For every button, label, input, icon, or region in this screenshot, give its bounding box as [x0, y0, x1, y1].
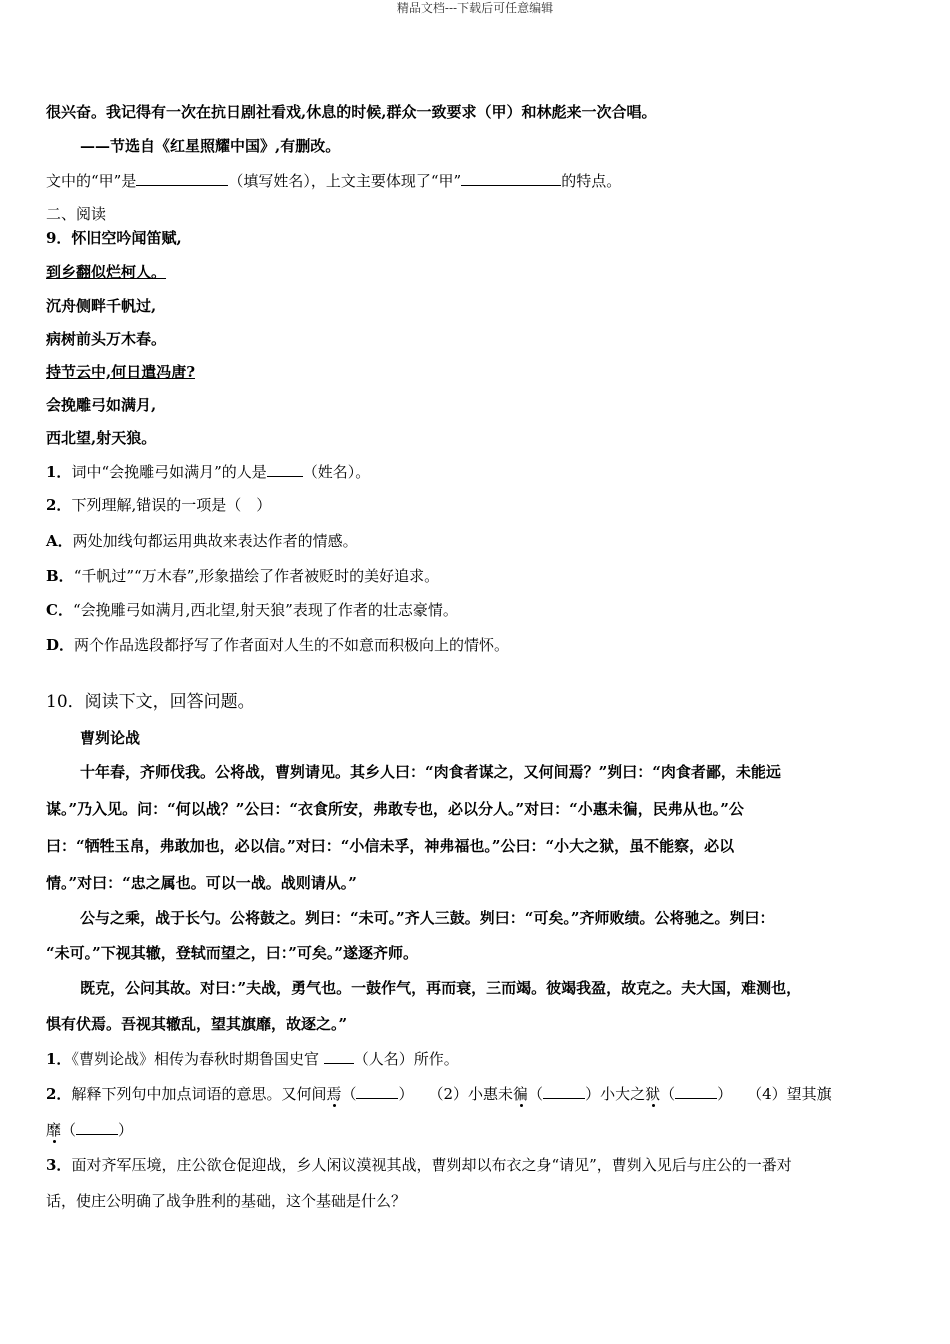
poem-line: 9．怀旧空吟闻笛赋,: [46, 229, 182, 247]
passage-title: 曹刿论战: [80, 729, 141, 747]
sub-question: [46, 1155, 792, 1175]
question-text: （填写姓名），上文主要体现了“甲”: [228, 172, 462, 190]
option-key: B．: [46, 567, 74, 585]
question-text: 下列理解,错误的一项是（ ）: [71, 496, 272, 514]
option-key: C．: [46, 601, 73, 619]
section-title: 二、阅读: [46, 205, 107, 223]
question-text: ） （2）小惠未: [398, 1085, 514, 1103]
passage-line: 十年春，齐师伐我。公将战，曹刿请见。其乡人曰：“肉食者谋之，又何间焉？”刿曰：“肉食者鄙，未能远: [80, 763, 781, 781]
passage-line: 公与之乘，战于长勺。公将鼓之。刿曰：“未可。”齐人三鼓。刿曰：“可矣。”齐师败绩。公将驰之。刿曰：: [80, 909, 775, 927]
question-number: 1．: [46, 1050, 72, 1068]
dotted-word: 狱: [645, 1085, 661, 1103]
question-line: [46, 170, 621, 191]
question-text: ）: [118, 1121, 134, 1139]
passage-line: 情。”对曰：“忠之属也。可以一战。战则请从。”: [46, 874, 357, 892]
question-text: （: [660, 1085, 676, 1103]
question-text: ）小大之: [585, 1085, 646, 1103]
dotted-word: 徧: [513, 1085, 529, 1103]
option-text: “会挽雕弓如满月,西北望,射天狼”表现了作者的壮志豪情。: [72, 601, 458, 619]
question-text: （姓名）。: [302, 463, 371, 481]
answer-blank[interactable]: [675, 1083, 717, 1099]
answer-blank[interactable]: [136, 170, 228, 186]
option-key: A．: [46, 532, 73, 550]
question-text: （: [528, 1085, 544, 1103]
option-key: D．: [46, 636, 75, 654]
sub-question: [46, 461, 370, 482]
option-b[interactable]: [46, 566, 439, 586]
page-header: 精品文档---下载后可任意编辑: [396, 1, 554, 15]
source-line: ——节选自《红星照耀中国》,有删改。: [80, 137, 341, 155]
option-text: “千帆过”“万木春”,形象描绘了作者被贬时的美好追求。: [73, 567, 440, 585]
passage-line: “未可。”下视其辙，登轼而望之，曰：”可矣。”遂逐齐师。: [46, 944, 419, 962]
option-c[interactable]: [46, 600, 458, 620]
question-number: 2．: [46, 496, 72, 514]
option-a[interactable]: [46, 531, 358, 551]
passage-line: 曰：“牺牲玉帛，弗敢加也，必以信。”对曰：“小信未孚，神弗福也。”公曰：“小大之狱，虽不能察，必以: [46, 837, 735, 855]
sub-question: [46, 495, 271, 515]
option-text: 两个作品选段都抒写了作者面对人生的不如意而积极向上的情怀。: [74, 636, 510, 654]
question-text: 的特点。: [561, 172, 622, 190]
answer-blank[interactable]: [461, 170, 561, 186]
question-text: （人名）所作。: [353, 1050, 459, 1068]
poem-line-underlined: 持节云中,何日遣冯唐?: [46, 363, 196, 381]
passage-line: 既克，公问其故。对曰：”夫战，勇气也。一鼓作气，再而衰，三而竭。彼竭我盈，故克之。夫大国，难测也，: [80, 979, 802, 997]
answer-blank[interactable]: [267, 461, 303, 477]
sub-question: [46, 1083, 832, 1104]
option-d[interactable]: [46, 635, 509, 655]
poem-line: 沉舟侧畔千帆过,: [46, 297, 157, 315]
question-number: 1．: [46, 463, 72, 481]
poem-line-underlined: 到乡翻似烂柯人。: [46, 263, 167, 281]
question-number: 3．: [46, 1156, 72, 1174]
poem-line: 会挽雕弓如满月,: [46, 396, 157, 414]
question-heading: 10．阅读下文，回答问题。: [46, 692, 255, 712]
dotted-word: 靡: [46, 1121, 62, 1139]
question-text: ） （4）望其旗: [717, 1085, 832, 1103]
answer-blank[interactable]: [543, 1083, 585, 1099]
question-text: 解释下列句中加点词语的意思。又何间: [71, 1085, 327, 1103]
dotted-word: 焉: [326, 1085, 342, 1103]
passage-line: 谋。”乃入见。问：“何以战？”公曰：“衣食所安，弗敢专也，必以分人。”对曰：“小惠未徧，民弗从也。”公: [46, 800, 744, 818]
passage-line: 惧有伏焉。吾视其辙乱，望其旗靡，故逐之。”: [46, 1015, 348, 1033]
sub-question-continuation: [46, 1119, 133, 1140]
question-text: （: [61, 1121, 77, 1139]
question-number: 2．: [46, 1085, 72, 1103]
poem-line: 西北望,射天狼。: [46, 429, 157, 447]
passage-line: 很兴奋。我记得有一次在抗日剧社看戏,休息的时候,群众一致要求（甲）和林彪来一次合唱。: [46, 103, 657, 121]
answer-blank[interactable]: [76, 1119, 118, 1135]
question-text: 词中“会挽雕弓如满月”的人是: [71, 463, 267, 481]
answer-blank[interactable]: [356, 1083, 398, 1099]
question-text: （: [341, 1085, 357, 1103]
sub-question: [46, 1048, 459, 1069]
question-text: 面对齐军压境，庄公欲仓促迎战，乡人闲议漠视其战，曹刿却以布衣之身“请见”，曹刿入见后与庄公的一番对: [71, 1156, 792, 1174]
question-text: 《曹刿论战》相传为春秋时期鲁国史官: [71, 1050, 319, 1068]
question-text: 文中的“甲”是: [46, 172, 137, 190]
option-text: 两处加线句都运用典故来表达作者的情感。: [72, 532, 358, 550]
answer-blank[interactable]: [324, 1048, 354, 1064]
poem-line: 病树前头万木春。: [46, 330, 167, 348]
sub-question-continuation: 话，使庄公明确了战争胜利的基础，这个基础是什么？: [46, 1192, 407, 1210]
